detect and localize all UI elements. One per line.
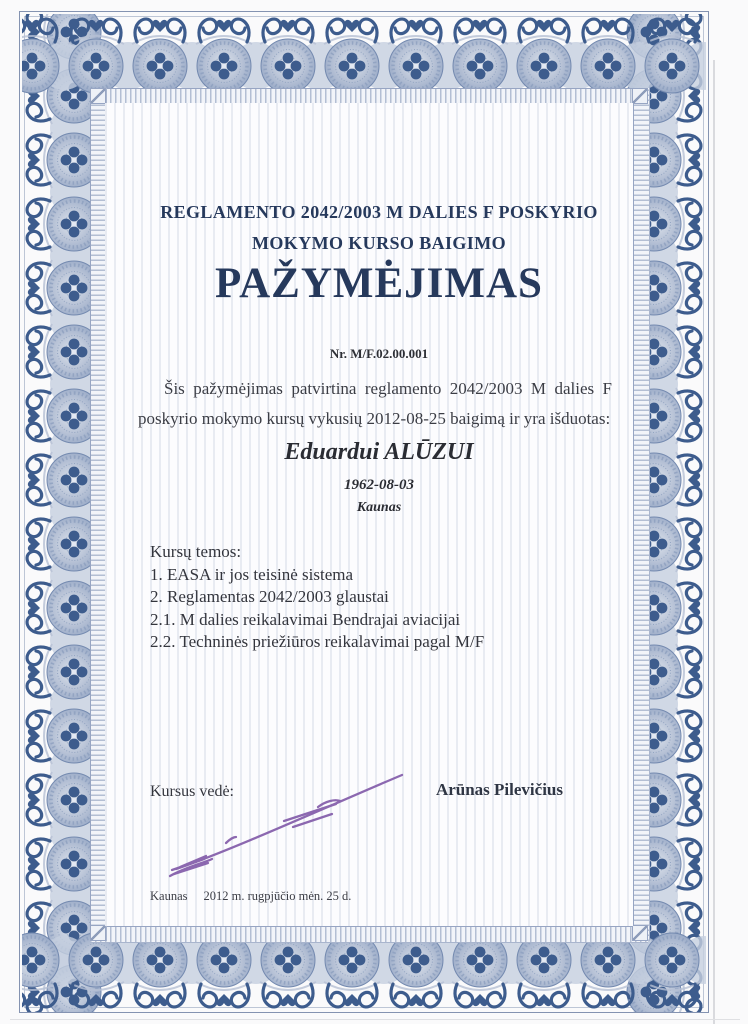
recipient-birth-place: Kaunas (356, 500, 402, 515)
issue-line (150, 889, 351, 904)
topic-item: 2.2. Techninės priežiūros reikalavimai pagal M/F (150, 632, 485, 652)
regulation-heading-line2: MOKYMO KURSO BAIGIMO (252, 233, 506, 253)
topic-item: 2.1. M dalies reikalavimai Bendrajai aviacijai (150, 609, 461, 629)
frame-corner-icon (632, 88, 648, 104)
topics-heading: Kursų temos: (150, 542, 242, 561)
regulation-heading-line1: REGLAMENTO 2042/2003 M DALIES F POSKYRIO (160, 202, 598, 222)
issue-place: Kaunas (150, 889, 188, 903)
frame-corner-icon (632, 925, 648, 941)
instructor-name: Arūnas Pilevičius (435, 780, 563, 799)
certificate-body (105, 103, 633, 926)
certificate-title: PAŽYMĖJIMAS (215, 260, 543, 307)
topics-list (150, 564, 484, 654)
frame-corner-icon (90, 88, 106, 104)
recipient-name: Eduardui ALŪZUI (284, 439, 474, 465)
frame-corner-icon (90, 925, 106, 941)
statement-paragraph (138, 374, 612, 434)
statement-line1: Šis pažymėjimas patvirtina reglamento 2042/2003 M dalies F (164, 379, 612, 398)
issue-date: 2012 m. rugpjūčio mėn. 25 d. (203, 889, 352, 903)
certificate-number: Nr. M/F.02.00.001 (329, 346, 429, 361)
topic-item: 2. Reglamentas 2042/2003 glaustai (150, 587, 389, 607)
signature-ink (160, 763, 410, 883)
statement-line2: poskyrio mokymo kursų vykusių 2012-08-25 baigimą ir yra išduotas: (138, 409, 611, 428)
conducted-by-label: Kursus vedė: (150, 783, 234, 800)
recipient-birth-date: 1962-08-03 (344, 477, 414, 493)
scan-edge-bottom (10, 1019, 740, 1020)
topic-item: 1. EASA ir jos teisinė sistema (150, 565, 354, 584)
scan-edge-right (713, 60, 715, 1024)
inner-frame-bottom (90, 926, 648, 943)
